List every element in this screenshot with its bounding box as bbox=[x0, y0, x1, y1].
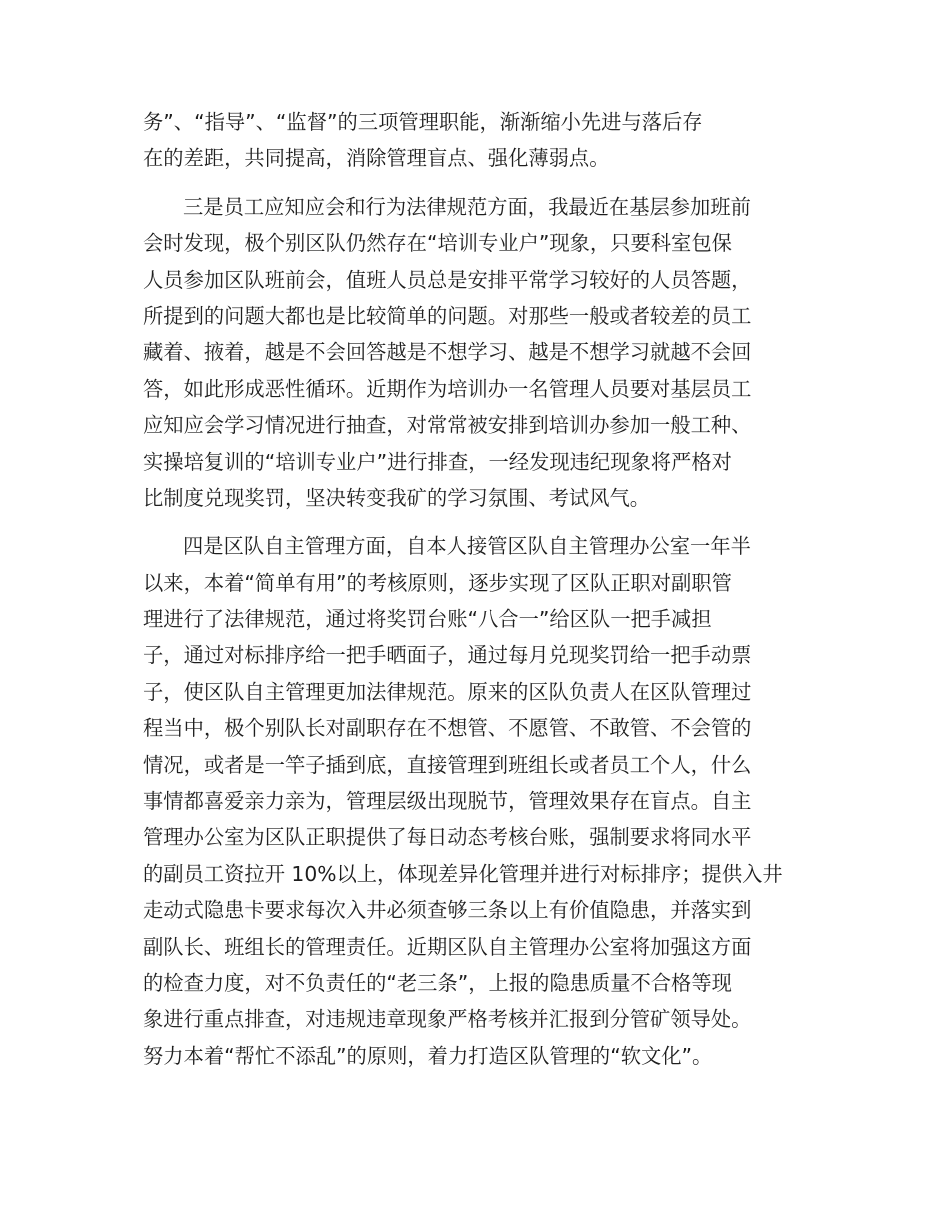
text-line: 应知应会学习情况进行抽查，对常常被安排到培训办参加一般工种、 bbox=[143, 413, 752, 438]
text-line: 子，通过对标排序给一把手晒面子，通过每月兑现奖罚给一把手动票 bbox=[143, 643, 752, 668]
text-line: 藏着、掖着，越是不会回答越是不想学习、越是不想学习就越不会回 bbox=[143, 340, 752, 365]
text-line: 副队长、班组长的管理责任。近期区队自主管理办公室将加强这方面 bbox=[143, 934, 752, 959]
text-line: 走动式隐患卡要求每次入井必须查够三条以上有价值隐患，并落实到 bbox=[143, 898, 752, 923]
text-line: 比制度兑现奖罚，坚决转变我矿的学习氛围、考试风气。 bbox=[143, 485, 651, 510]
text-line: 事情都喜爱亲力亲为，管理层级出现脱节，管理效果存在盲点。自主 bbox=[143, 789, 752, 814]
text-line: 理进行了法律规范，通过将奖罚台账“八合一”给区队一把手减担 bbox=[143, 607, 712, 632]
text-line: 子，使区队自主管理更加法律规范。原来的区队负责人在区队管理过 bbox=[143, 679, 752, 704]
paragraph-staff-knowledge bbox=[143, 189, 813, 517]
text-line: 程当中，极个别队长对副职存在不想管、不愿管、不敢管、不会管的 bbox=[143, 716, 752, 741]
text-line: 会时发现，极个别区队仍然存在“培训专业户”现象，只要科室包保 bbox=[143, 231, 732, 256]
text-line: 情况，或者是一竿子插到底，直接管理到班组长或者员工个人，什么 bbox=[143, 752, 752, 777]
document-body bbox=[143, 104, 813, 1074]
paragraph-team-self-management bbox=[143, 528, 813, 1074]
text-line: 四是区队自主管理方面，自本人接管区队自主管理办公室一年半 bbox=[183, 534, 751, 559]
text-line: 人员参加区队班前会，值班人员总是安排平常学习较好的人员答题， bbox=[143, 267, 752, 292]
text-line: 以来，本着“简单有用”的考核原则，逐步实现了区队正职对副职管 bbox=[143, 570, 732, 595]
text-line: 的检查力度，对不负责任的“老三条”，上报的隐患质量不合格等现 bbox=[143, 970, 732, 995]
text-line: 努力本着“帮忙不添乱”的原则，着力打造区队管理的“软文化”。 bbox=[143, 1043, 713, 1068]
text-line: 务”、“指导”、“监督”的三项管理职能，渐渐缩小先进与落后存 bbox=[143, 110, 703, 134]
text-line: 答，如此形成恶性循环。近期作为培训办一名管理人员要对基层员工 bbox=[143, 376, 752, 401]
text-line: 在的差距，共同提高，消除管理盲点、强化薄弱点。 bbox=[143, 146, 610, 171]
text-line: 所提到的问题大都也是比较简单的问题。对那些一般或者较差的员工 bbox=[143, 303, 752, 328]
text-line: 象进行重点排查，对违规违章现象严格考核并汇报到分管矿领导处。 bbox=[143, 1007, 752, 1032]
text-line: 三是员工应知应会和行为法律规范方面，我最近在基层参加班前 bbox=[183, 194, 751, 219]
text-line: 管理办公室为区队正职提供了每日动态考核台账，强制要求将同水平 bbox=[143, 825, 752, 850]
text-line: 的副员工资拉开 10%以上，体现差异化管理并进行对标排序；提供入井 bbox=[143, 861, 783, 886]
paragraph-continuation bbox=[143, 104, 813, 177]
text-line: 实操培复训的“培训专业户”进行排查，一经发现违纪现象将严格对 bbox=[143, 449, 732, 474]
